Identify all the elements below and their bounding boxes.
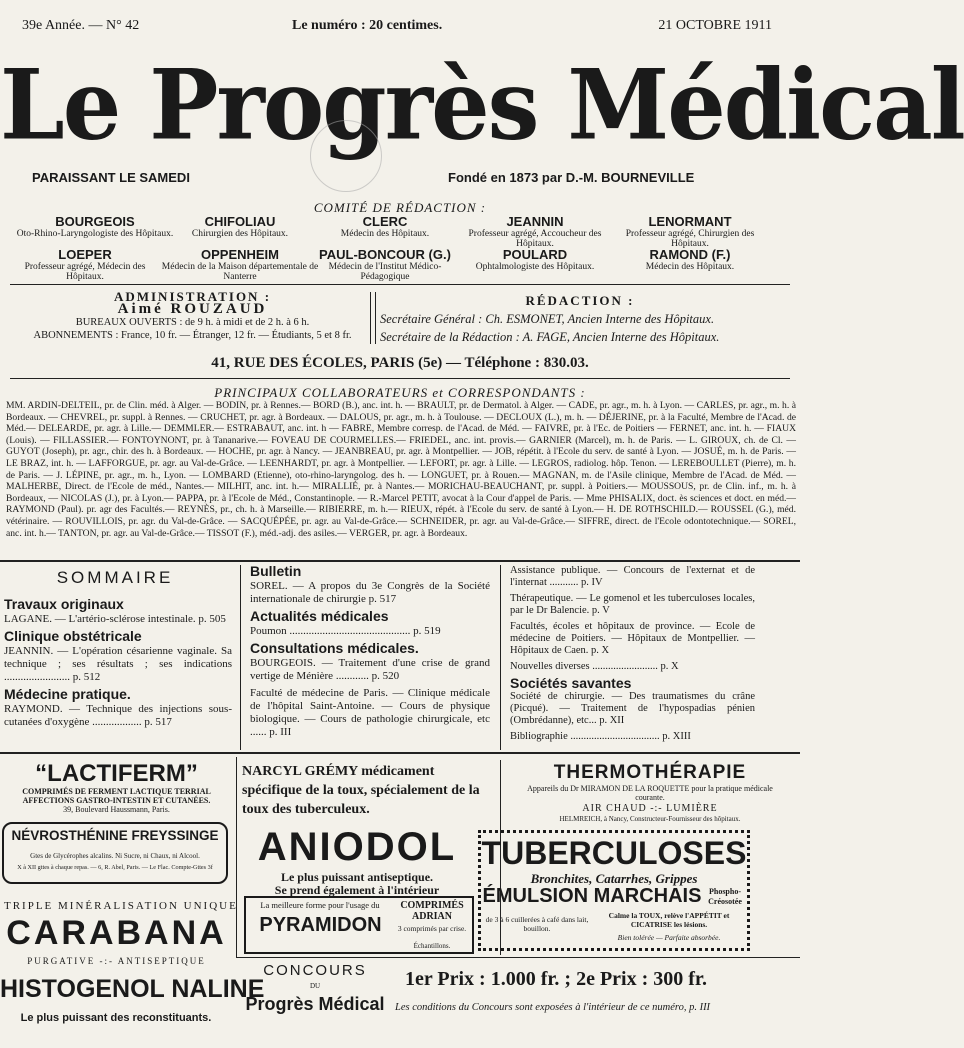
ad-line: Gtes de Glycérophes alcalins. Ni Sucre, ni Chaux, ni Alcool. [30, 852, 200, 860]
member-name: LOEPER [58, 247, 112, 262]
administration-block [20, 290, 365, 342]
ad-pyramidon [244, 896, 474, 954]
ad-line: Le plus puissant des reconstituants. [20, 1012, 212, 1024]
collaborators-list: MM. ARDIN-DELTEIL, pr. de Clin. méd. à Alger. — BODIN, pr. à Rennes.— BORD (B.), anc. int. h. — BRAULT, pr. de Dermatol. à Alger. — CADE, pr. agr., m. h. à Lyon. — CARLES, pr. agr., m. h. à Bordeaux. — CHEVREL, pr. suppl. à Rennes. — CRUCHET, pr. agr. à Bordeaux. — DALOUS, pr. agr., m. h. à Toulouse. — DECLOUX (L.), m. h. — DÉJERINE, pr. à la Faculté, Membre de l'Acad. de Méd.— DELEARDE, pr. agr. à Lille.— DEMMLER.— ESTRABAUT, anc. int. h — FABRE, Membre corresp. de l'Acad. de Méd. — FAIVRE, pr. à l'Ec. de Poitiers — FERNET, anc. int. h. — FIAUX (Louis). — FILLASSIER.— FONTOYNONT, pr. à Tananarive.— FOVEAU DE COURMELLES.— FRIEDEL, anc. int. provis.— GARNIER (Marcel), m. h. de Paris. — L. GIROUX, ch. de Cl. — GUYOT (Joseph), pr. agr., chir. des h. à Bordeaux. — HOCHE, pr. agr. à Nancy. — JEANBREAU, pr. agr. à Montpellier. — JOB, répétit. à l'Ecole du serv. de santé à Lyon. — JOSUÉ, m. h. de Paris. — LE BRAZ, int. h. — LAFFORGUE, pr. agr. au Val-de-Grâce. — LEENHARDT, pr. agr. à Montpellier. — LEFORT, pr. agr. à Lille. — LEGROS, radiolog. hôp. Tenon. — LEREBOULLET (Pierre), m. h. de Paris. — J. LÉPINE, pr. agr., m. h., Lyon. — LOMBARD (Etienne), oto-rhino-laryngolog. des h. — LONGUET, pr. à Rouen.— MAGNAN, m. de l'Asile clinique, Membre de l'Acad. de Méd. — MALHERBE, Direct. de l'Ecole de méd., Nantes.— MILHIT, anc. int. h.— MIRALLIÉ, pr. à Nantes.— MORICHAU-BEAUCHANT, pr. suppl. à Poitiers.— MOUSSOUS, pr. de Clin. inf., m. h. à Bordeaux, — NICOLAS (J.), pr. à Lyon.— PAPPA, pr. à l'Ecole de Méd., Constantinople. — R.-Marcel PETIT, avocat à la Cour d'appel de Paris. — Mme PHISALIX, doct. ès sciences et doct. en méd.— RAYMOND (Paul). pr. agr des Facultés.— REYNÈS, pr., ch. h. à Marseille.— RIBIERRE, m. h.— RIEUX, répét. à l'Ecole du serv. de santé à Lyon.— H. DE ROTHSCHILD.— ROUSSEL (G.), méd. vétérinaire. — ROUVILLOIS, pr. agr. du Val-de-Grâce. — SACQUÉPÉE, pr. agr. au Val-de-Grâce.— SCHNEIDER, pr. agr. au Val-de-Grâce.— SIFFRE, direct. de l'Ecole odontotechnique.— SOREL, anc. int. h.— TANTON, pr. agr. au Val-de-Grâce.— TISSOT (F.), méd.-adj. des asiles.— VERGER, pr. agr. à Bordeaux. [6, 400, 796, 539]
office-hours: BUREAUX OUVERTS : de 9 h. à midi et de 2 h. à 6 h. [75, 317, 310, 328]
issue-number: 39e Année. — N° 42 [22, 18, 140, 33]
ad-line: AFFECTIONS GASTRO-INTESTIN ET CUTANÉES. [22, 796, 211, 805]
ad-line: HELMREICH, à Nancy, Constructeur-Fournisseur des hôpitaux. [559, 815, 741, 823]
ad-brand: COMPRIMÉS ADRIAN [400, 900, 464, 922]
divider [10, 378, 790, 379]
member-name: CLERC [362, 214, 408, 229]
member-name: LENORMANT [648, 214, 732, 229]
issue-date: 21 OCTOBRE 1911 [658, 18, 772, 33]
comite-member [305, 247, 465, 282]
divider [10, 284, 790, 285]
comite-member [5, 247, 165, 282]
collaborators-title: PRINCIPAUX COLLABORATEURS et CORRESPONDANTS : [214, 385, 586, 400]
member-name: CHIFOLIAU [204, 214, 276, 229]
sommaire-column-3 [510, 563, 755, 747]
issue-price: Le numéro : 20 centimes. [292, 18, 443, 33]
column-separator [370, 292, 376, 344]
ad-line: de 3 à 6 cuillerées à café dans lait, bouillon. [485, 915, 589, 933]
section-entry: Bibliographie .................................. p. XIII [510, 731, 691, 742]
ad-line: 39, Boulevard Haussmann, Paris. [63, 805, 170, 814]
member-name: BOURGEOIS [55, 214, 135, 229]
section-entry: LAGANE. — L'artério-sclérose intestinale. p. 505 [4, 613, 226, 625]
ad-nevrosthenine [2, 822, 228, 884]
member-name: RAMOND (F.) [649, 247, 731, 262]
ad-line: Phospho-Créosotée [708, 887, 742, 906]
section-entry: Poumon ............................................ p. 519 [250, 625, 441, 637]
member-name: OPPENHEIM [200, 247, 279, 262]
ad-lactiferm [4, 760, 229, 815]
comite-member [160, 247, 320, 282]
concours-conditions: Les conditions du Concours sont exposées à l'intérieur de ce numéro, p. III [395, 1002, 711, 1013]
member-desc: Chirurgien des Hôpitaux. [191, 229, 289, 239]
ad-line: Le plus puissant antiseptique. [280, 870, 434, 884]
ad-aniodol [242, 825, 472, 897]
masthead-title: Le Progrès Médical [0, 48, 964, 162]
column-separator [240, 565, 241, 750]
member-desc: Professeur agrégé, Accoucheur des Hôpitaux. [468, 229, 602, 249]
ad-line: PURGATIVE -:- ANTISEPTIQUE [27, 956, 206, 966]
ad-name: TUBERCULOSES [481, 835, 747, 871]
ad-line: COMPRIMÉS DE FERMENT LACTIQUE TERRIAL [22, 787, 211, 796]
ad-thermotherapie [505, 762, 795, 827]
section-entry: Assistance publique. — Concours de l'externat et de l'internat ........... p. IV [510, 565, 755, 588]
section-heading: Médecine pratique. [4, 686, 131, 702]
ad-line: Calme la TOUX, relève l'APPÉTIT et CICATRISE les lésions. [608, 911, 730, 929]
ad-brand: ÉMULSION MARCHAIS [482, 885, 702, 907]
section-entry: SOREL. — A propos du 3e Congrès de la Société internationale de chirurgie p. 517 [250, 580, 490, 605]
section-heading: Sociétés savantes [510, 675, 632, 691]
concours-title: CONCOURS [263, 962, 367, 979]
section-entry: Faculté de médecine de Paris. — Clinique médicale de l'hôpital Saint-Antoine. — Cours de physique biologique. — Cours de pathologie chirurgicale, etc ...... p. III [250, 687, 490, 738]
ad-line: Appareils du Dr MIRAMON DE LA ROQUETTE pour la pratique médicale courante. [527, 784, 773, 802]
section-heading: Clinique obstétricale [4, 628, 142, 644]
administrator-name: Aimé ROUZAUD [117, 301, 268, 317]
library-stamp [310, 120, 382, 192]
comite-member [305, 214, 465, 239]
section-heading: Bulletin [250, 563, 302, 579]
comite-member [610, 247, 770, 272]
ad-line: Bronchites, Catarrhes, Grippes [530, 871, 698, 886]
member-desc: Médecin des Hôpitaux. [340, 229, 430, 239]
ad-name: ANIODOL [257, 825, 457, 869]
ad-name: CARABANA [6, 914, 227, 952]
ad-narcyl: NARCYL GRÉMY médicament spécifique de la toux, spécialement de la toux des tuberculeux. [242, 764, 480, 817]
redaction-block [380, 292, 780, 346]
member-desc: Professeur agrégé, Chirurgien des Hôpitaux. [625, 229, 755, 249]
member-name: PAUL-BONCOUR (G.) [319, 247, 451, 262]
column-separator [236, 757, 237, 957]
ad-line: La meilleure forme pour l'usage du [260, 900, 380, 910]
comite-member [455, 247, 615, 272]
concours-prizes: 1er Prix : 1.000 fr. ; 2e Prix : 300 fr. [405, 968, 707, 990]
divider [0, 560, 800, 562]
address-line: 41, RUE DES ÉCOLES, PARIS (5e) — Téléphone : 830.03. [211, 355, 589, 371]
ad-histogenol [0, 975, 265, 1035]
sommaire-column-2 [250, 565, 490, 743]
member-desc: Oto-Rhino-Laryngologiste des Hôpitaux. [16, 229, 174, 239]
member-desc: Médecin de l'Institut Médico-Pédagogique [328, 262, 442, 282]
column-separator [500, 565, 501, 750]
comite-member [610, 214, 770, 249]
section-entry: BOURGEOIS. — Traitement d'une crise de grand vertige de Ménière ............ p. 520 [250, 657, 490, 682]
concours-du: DU [309, 982, 321, 990]
comite-title: COMITÉ DE RÉDACTION : [313, 200, 487, 215]
publication-frequency: PARAISSANT LE SAMEDI [32, 170, 190, 185]
concours-block [240, 962, 390, 1037]
ad-line: Bien tolérée — Parfaite absorbée. [617, 933, 721, 942]
divider [236, 957, 800, 958]
subscription-prices: ABONNEMENTS : France, 10 fr. — Étranger, 12 fr. — Étudiants, 5 et 8 fr. [33, 330, 352, 341]
ad-line: Se prend également à l'intérieur [274, 883, 440, 897]
redaction-title: RÉDACTION : [525, 293, 635, 308]
ad-line: AIR CHAUD -:- LUMIÈRE [582, 803, 718, 814]
ad-tuberculoses [478, 830, 750, 951]
comite-member [160, 214, 320, 239]
comite-member [455, 214, 615, 249]
member-desc: Médecin des Hôpitaux. [645, 262, 735, 272]
comite-member [15, 214, 175, 239]
member-desc: Professeur agrégé, Médecin des Hôpitaux. [24, 262, 146, 282]
section-entry: Nouvelles diverses ......................... p. X [510, 661, 679, 672]
ad-line: 3 comprimés par crise. [397, 924, 467, 933]
section-heading: Actualités médicales [250, 608, 389, 624]
member-name: POULARD [502, 247, 568, 262]
ad-line: X à XII gttes à chaque repas. — 6, R. Abel, Paris. — Le Flac. Compte-Gttes 3f [17, 864, 213, 871]
concours-journal: Progrès Médical [245, 994, 385, 1014]
ad-carabana [4, 900, 238, 970]
secretary-general: Secrétaire Général : Ch. ESMONET, Ancien Interne des Hôpitaux. [380, 312, 715, 326]
ad-name: THERMOTHÉRAPIE [553, 762, 747, 783]
member-desc: Médecin de la Maison départementale de Nanterre [161, 262, 319, 282]
ad-name: “LACTIFERM” [35, 760, 198, 787]
ad-name: HISTOGENOL NALINE [0, 975, 265, 1003]
founder-line: Fondé en 1873 par D.-M. BOURNEVILLE [448, 170, 695, 185]
section-entry: JEANNIN. — L'opération césarienne vaginale. Sa technique ; ses résultats ; ses indications ........................ p. 512 [4, 645, 232, 683]
administration-title: ADMINISTRATION : [113, 289, 272, 304]
editorial-secretary: Secrétaire de la Rédaction : A. FAGE, Ancien Interne des Hôpitaux. [380, 330, 720, 344]
section-heading: Consultations médicales. [250, 640, 419, 656]
ad-name: PYRAMIDON [259, 914, 382, 936]
sommaire-column-1 [4, 598, 232, 733]
ad-name: NÉVROSTHÉNINE FREYSSINGE [11, 828, 219, 843]
sommaire-title: SOMMAIRE [56, 568, 174, 587]
divider [0, 752, 800, 754]
section-entry: RAYMOND. — Technique des injections sous-cutanées d'oxygène .................. p. 517 [4, 703, 232, 728]
member-desc: Ophtalmologiste des Hôpitaux. [475, 262, 595, 272]
section-entry: Thérapeutique. — Le gomenol et les tuberculoses locales, par le Dr Balencie. p. V [510, 593, 755, 616]
member-name: JEANNIN [506, 214, 564, 229]
section-entry: Société de chirurgie. — Des traumatismes du crâne (Picqué). — Traitement de l'hypospadias pénien (Ombrédanne), etc... p. XII [510, 691, 755, 726]
ad-line: Échantillons. [413, 942, 451, 950]
section-entry: Facultés, écoles et hôpitaux de province. — Ecole de médecine de Poitiers. — Hôpitaux de Montpellier. — Hôpitaux de Caen. p. X [510, 621, 755, 656]
section-heading: Travaux originaux [4, 596, 124, 612]
ad-line: TRIPLE MINÉRALISATION UNIQUE [4, 900, 238, 912]
